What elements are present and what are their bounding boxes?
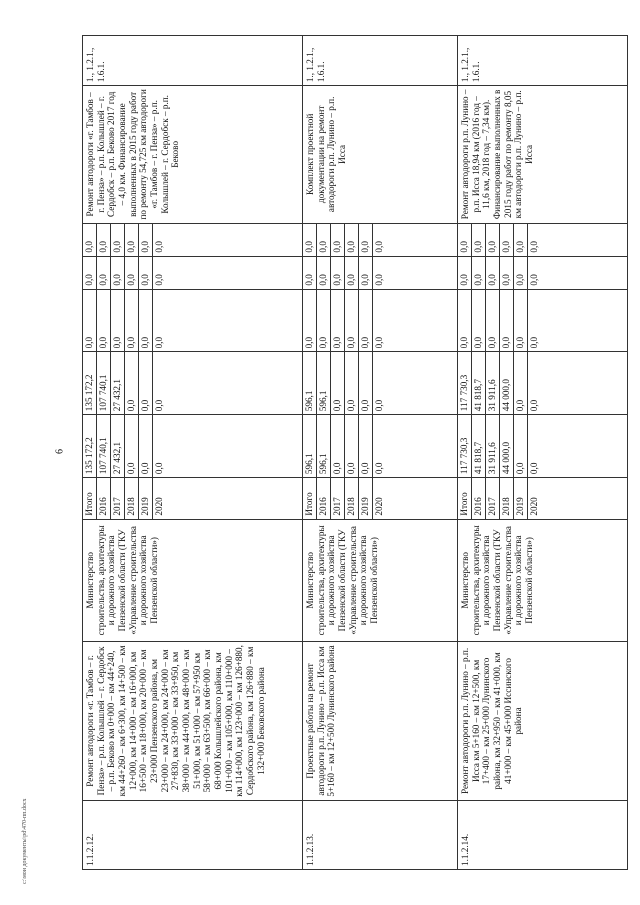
local-budget-value: 0,0 xyxy=(331,257,345,289)
total-funding-value: 135 172,2 xyxy=(83,415,97,477)
local-budget-values xyxy=(303,257,386,289)
total-funding-value: 41 818,7 xyxy=(472,415,486,477)
extra-budget-value: 0,0 xyxy=(500,224,514,256)
federal-budget-value: 0,0 xyxy=(303,290,317,352)
extra-budget-value: 0,0 xyxy=(154,241,165,253)
federal-budget-value: 0,0 xyxy=(97,290,111,352)
federal-budget-cell xyxy=(83,289,303,352)
local-budget-value: 0,0 xyxy=(345,257,359,289)
program-table xyxy=(82,35,628,870)
total-funding-value: 0,0 xyxy=(529,462,540,475)
regional-budget-cell xyxy=(303,352,458,415)
regional-budget-value: 31 911,6 xyxy=(486,352,500,414)
indicator-reference: 1., 1.2.1., 1.6.1. xyxy=(458,36,628,86)
extra-budget-cell xyxy=(458,223,628,256)
regional-budget-value: 596,1 xyxy=(303,352,317,414)
regional-budget-value: 44 000,0 xyxy=(500,352,514,414)
item-number: 1.1.2.14. xyxy=(458,800,628,869)
federal-budget-value: 0,0 xyxy=(458,290,472,352)
extra-budget-value: 0,0 xyxy=(458,224,472,256)
local-budget-value: 0,0 xyxy=(139,257,153,289)
regional-budget-value: 0,0 xyxy=(374,399,385,412)
rotated-table-container xyxy=(82,35,627,870)
footer-file-path: c:\мои документы\pd\470-пп.docx xyxy=(22,798,28,884)
federal-budget-values xyxy=(83,290,166,352)
local-budget-value: 0,0 xyxy=(359,257,373,289)
regional-budget-cell xyxy=(83,352,303,415)
executor-org: Министерство строительства, архитектуры и дорожного хозяйства Пензенской области (ГКУ «Управление строительства и дорожного хозяйства Пензенской области») xyxy=(83,519,303,641)
year-label-value: 2016 xyxy=(97,478,111,519)
extra-budget-value: 0,0 xyxy=(97,224,111,256)
extra-budget-value: 0,0 xyxy=(374,241,385,253)
year-label-value: 2019 xyxy=(514,478,528,519)
federal-budget-value: 0,0 xyxy=(139,290,153,352)
expected-result: Комплект проектной документации на ремонт автодороги р.п. Лунино – р.п. Исса xyxy=(303,86,458,223)
year-label-value: 2020 xyxy=(374,497,385,516)
year-label-cell xyxy=(458,478,628,520)
total-funding-value: 596,1 xyxy=(303,415,317,477)
executor-org: Министерство строительства, архитектуры и дорожного хозяйства Пензенской области (ГКУ «Управление строительства и дорожного хозяйства Пензенской области») xyxy=(458,519,628,641)
total-funding-value: 44 000,0 xyxy=(500,415,514,477)
federal-budget-values xyxy=(303,290,386,352)
extra-budget-value: 0,0 xyxy=(514,224,528,256)
year-label-cell xyxy=(83,478,303,520)
total-funding-value: 27 432,1 xyxy=(111,415,125,477)
local-budget-value: 0,0 xyxy=(529,274,540,286)
extra-budget-values xyxy=(303,224,386,256)
regional-budget-value: 135 172,2 xyxy=(83,352,97,414)
regional-budget-value: 107 740,1 xyxy=(97,352,111,414)
expected-result: Ремонт автодороги «г. Тамбов – г. Пенза» – р.п. Колышлей – г. Сердобск – р.п. Бековo 2017 год – 4,0 км. Финансирование выполненных в 2015 году работ по ремонту 54,725 км автодороги «г. Тамбов – г. Пенза» – р.п. Колышлей – г. Сердобск – р.п. Бековo xyxy=(83,86,303,223)
extra-budget-values xyxy=(458,224,541,256)
regional-budget-value: 596,1 xyxy=(317,352,331,414)
federal-budget-value: 0,0 xyxy=(529,336,540,349)
federal-budget-value: 0,0 xyxy=(359,290,373,352)
total-funding-value: 0,0 xyxy=(139,415,153,477)
year-label-values xyxy=(83,478,166,519)
regional-budget-cell xyxy=(458,352,628,415)
extra-budget-cell xyxy=(303,223,458,256)
extra-budget-value: 0,0 xyxy=(486,224,500,256)
extra-budget-value: 0,0 xyxy=(472,224,486,256)
regional-budget-value: 41 818,7 xyxy=(472,352,486,414)
local-budget-value: 0,0 xyxy=(374,274,385,286)
year-label-value: 2020 xyxy=(154,497,165,516)
item-name: Ремонт автодороги р.п. Лунино – р.п. Исса км 5+160 – км 12+500, км 17+400 – км 25+000 Лунинского района, км 32+950 – км 41+000, км 41+000 – км 45+000 Иссинского района xyxy=(458,642,628,801)
federal-budget-value: 0,0 xyxy=(345,290,359,352)
federal-budget-value: 0,0 xyxy=(486,290,500,352)
federal-budget-value: 0,0 xyxy=(500,290,514,352)
local-budget-cell xyxy=(83,256,303,289)
extra-budget-value: 0,0 xyxy=(83,224,97,256)
local-budget-cell xyxy=(303,256,458,289)
total-funding-value: 0,0 xyxy=(359,415,373,477)
local-budget-values xyxy=(83,257,166,289)
total-funding-value: 0,0 xyxy=(374,462,385,475)
year-label-value: 2019 xyxy=(139,478,153,519)
federal-budget-values xyxy=(458,290,541,352)
year-label-values xyxy=(458,478,541,519)
year-label-values xyxy=(303,478,386,519)
year-label-value: 2017 xyxy=(111,478,125,519)
year-label-value: 2017 xyxy=(331,478,345,519)
year-label-value: Итого xyxy=(458,478,472,519)
federal-budget-cell xyxy=(303,289,458,352)
item-number: 1.1.2.12. xyxy=(83,800,303,869)
extra-budget-cell xyxy=(83,223,303,256)
total-funding-value: 107 740,1 xyxy=(97,415,111,477)
expected-result: Ремонт автодороги р.п. Лунино – р.п. Исса 18,94 км (2016 год – 11,6 км, 2018 год – 7,34 км). Финансирование выполненных в 2015 году работ по ремонту 8,05 км автодороги р.п. Лунино – р.п. Исса xyxy=(458,86,628,223)
regional-budget-value: 0,0 xyxy=(125,352,139,414)
federal-budget-value: 0,0 xyxy=(374,336,385,349)
table-row xyxy=(83,36,303,870)
year-label-value: 2016 xyxy=(317,478,331,519)
federal-budget-value: 0,0 xyxy=(514,290,528,352)
year-label-value: 2020 xyxy=(529,497,540,516)
regional-budget-value: 0,0 xyxy=(139,352,153,414)
federal-budget-value: 0,0 xyxy=(111,290,125,352)
table-row xyxy=(303,36,458,870)
executor-org: Министерство строительства, архитектуры и дорожного хозяйства Пензенской области (ГКУ «Управление строительства и дорожного хозяйства Пензенской области») xyxy=(303,519,458,641)
total-funding-value: 117 730,3 xyxy=(458,415,472,477)
extra-budget-value: 0,0 xyxy=(529,241,540,253)
regional-budget-values xyxy=(458,352,541,414)
regional-budget-value: 0,0 xyxy=(154,399,165,412)
total-funding-value: 0,0 xyxy=(331,415,345,477)
local-budget-values xyxy=(458,257,541,289)
extra-budget-values xyxy=(83,224,166,256)
year-label-value: 2017 xyxy=(486,478,500,519)
item-name: Проектные работы на ремонт автодороги р.п. Лунино – р.п. Исса км 5+160 – км 12+500 Лунинского района xyxy=(303,642,458,801)
extra-budget-value: 0,0 xyxy=(345,224,359,256)
regional-budget-values xyxy=(303,352,386,414)
total-funding-value: 0,0 xyxy=(154,462,165,475)
regional-budget-value: 0,0 xyxy=(331,352,345,414)
extra-budget-value: 0,0 xyxy=(139,224,153,256)
extra-budget-value: 0,0 xyxy=(359,224,373,256)
regional-budget-values xyxy=(83,352,166,414)
local-budget-value: 0,0 xyxy=(97,257,111,289)
local-budget-value: 0,0 xyxy=(514,257,528,289)
federal-budget-cell xyxy=(458,289,628,352)
regional-budget-value: 0,0 xyxy=(529,399,540,412)
year-label-value: 2016 xyxy=(472,478,486,519)
extra-budget-value: 0,0 xyxy=(303,224,317,256)
federal-budget-value: 0,0 xyxy=(331,290,345,352)
year-label-cell xyxy=(303,478,458,520)
item-name: Ремонт автодороги «г. Тамбов – г. Пенза» – р.п. Колышлей – г. Сердобск – р.п. Бековo км 0+000 – км 44+240, км 44+260 – км 6+300, км 14+500 – км 12+000, км 14+000 – км 16+000, км 16+500 – км 18+000, км 20+000 – км 23+000 Пензенского района, км 23+000 – км 24+000, км 24+000 – км 27+830, км 33+000 – км 33+950, км 38+000 – км 44+000, км 48+000 – км 51+000, км 51+000 – км 57+950 км 58+000 – км 63+500, км 66+000 – км 68+000 Колышлейского района, км 101+000 – км 105+000, км 110+000 – км 114+000, км 123+000 – км 126+880, Сердобского района, км 126+880 – км 132+000 Бековского района xyxy=(83,642,303,801)
year-label-value: 2018 xyxy=(500,478,514,519)
regional-budget-value: 0,0 xyxy=(514,352,528,414)
local-budget-value: 0,0 xyxy=(111,257,125,289)
total-funding-values xyxy=(83,415,166,477)
year-label-value: Итого xyxy=(303,478,317,519)
total-funding-value: 31 911,6 xyxy=(486,415,500,477)
total-funding-value: 0,0 xyxy=(345,415,359,477)
total-funding-value: 0,0 xyxy=(514,415,528,477)
local-budget-value: 0,0 xyxy=(500,257,514,289)
local-budget-value: 0,0 xyxy=(303,257,317,289)
regional-budget-value: 0,0 xyxy=(359,352,373,414)
federal-budget-value: 0,0 xyxy=(317,290,331,352)
federal-budget-value: 0,0 xyxy=(125,290,139,352)
total-funding-values xyxy=(303,415,386,477)
regional-budget-value: 0,0 xyxy=(345,352,359,414)
year-label-value: 2019 xyxy=(359,478,373,519)
total-funding-value: 596,1 xyxy=(317,415,331,477)
extra-budget-value: 0,0 xyxy=(317,224,331,256)
local-budget-value: 0,0 xyxy=(486,257,500,289)
regional-budget-value: 27 432,1 xyxy=(111,352,125,414)
total-funding-value: 0,0 xyxy=(125,415,139,477)
year-label-value: 2018 xyxy=(345,478,359,519)
federal-budget-value: 0,0 xyxy=(472,290,486,352)
local-budget-value: 0,0 xyxy=(458,257,472,289)
total-funding-values xyxy=(458,415,541,477)
indicator-reference: 1., 1.2.1., 1.6.1. xyxy=(83,36,303,86)
local-budget-cell xyxy=(458,256,628,289)
page-number: 6 xyxy=(54,449,66,454)
local-budget-value: 0,0 xyxy=(154,274,165,286)
year-label-value: 2018 xyxy=(125,478,139,519)
extra-budget-value: 0,0 xyxy=(331,224,345,256)
local-budget-value: 0,0 xyxy=(83,257,97,289)
total-funding-cell xyxy=(458,415,628,478)
regional-budget-value: 117 730,3 xyxy=(458,352,472,414)
total-funding-cell xyxy=(303,415,458,478)
item-number: 1.1.2.13. xyxy=(303,800,458,869)
federal-budget-value: 0,0 xyxy=(154,336,165,349)
local-budget-value: 0,0 xyxy=(125,257,139,289)
year-label-value: Итого xyxy=(83,478,97,519)
table-row xyxy=(458,36,628,870)
extra-budget-value: 0,0 xyxy=(125,224,139,256)
local-budget-value: 0,0 xyxy=(317,257,331,289)
total-funding-cell xyxy=(83,415,303,478)
federal-budget-value: 0,0 xyxy=(83,290,97,352)
local-budget-value: 0,0 xyxy=(472,257,486,289)
extra-budget-value: 0,0 xyxy=(111,224,125,256)
indicator-reference: 1., 1.2.1., 1.6.1. xyxy=(303,36,458,86)
